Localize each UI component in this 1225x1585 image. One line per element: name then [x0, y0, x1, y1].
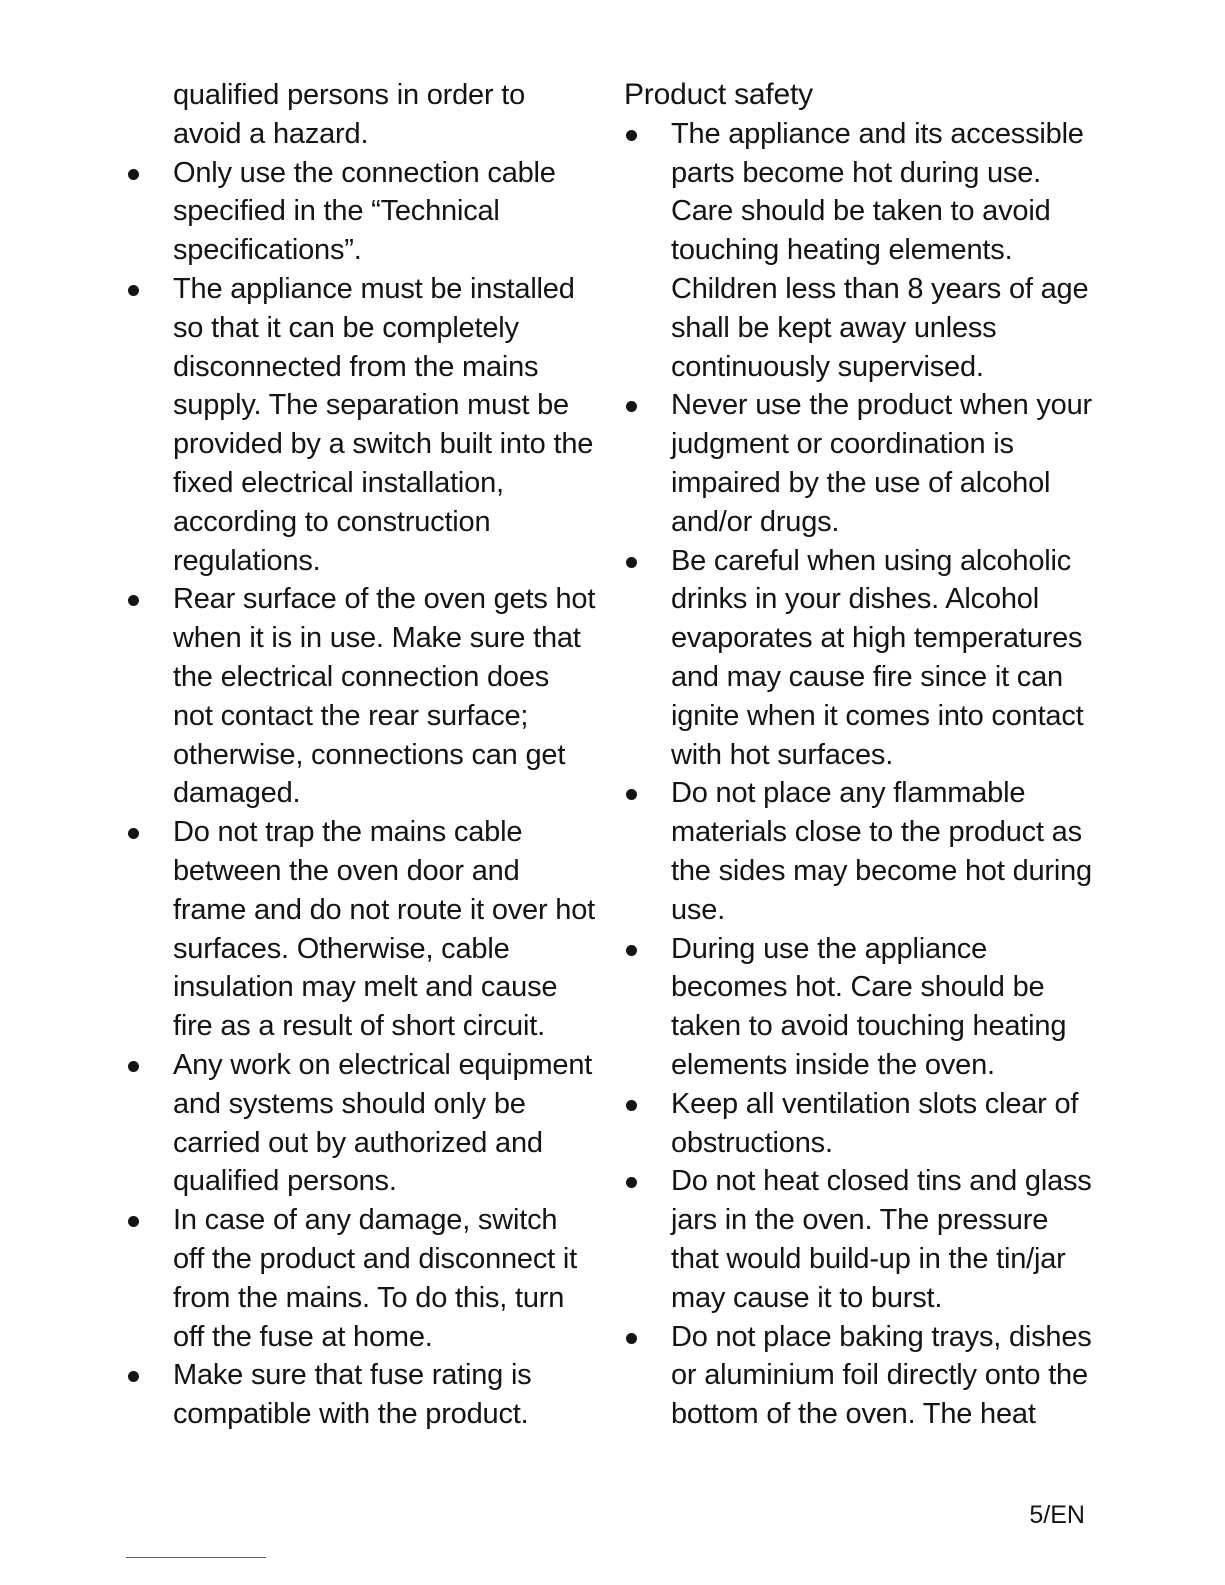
- list-item: [624, 774, 1094, 929]
- list-item: [126, 813, 596, 1046]
- list-item-text: Any work on electrical equipment and systems should only be carried out by authorized and qualified persons.: [173, 1048, 593, 1198]
- list-item: [126, 1356, 596, 1434]
- list-item: [126, 154, 596, 270]
- list-item: [624, 1085, 1094, 1163]
- list-item-text: Never use the product when your judgment or coordination is impaired by the use of alcohol and/or drugs.: [671, 389, 1092, 538]
- bullet-icon: [626, 1100, 637, 1111]
- bullet-icon: [128, 169, 139, 180]
- list-item: [624, 930, 1094, 1085]
- list-item: [624, 115, 1094, 387]
- continued-paragraph: qualified persons in order to avoid a hazard.: [173, 79, 526, 150]
- left-column: [126, 76, 596, 1434]
- list-item: [624, 386, 1094, 541]
- list-item: [624, 542, 1094, 775]
- bullet-icon: [626, 945, 637, 956]
- bullet-icon: [626, 401, 637, 412]
- list-item-text: During use the appliance becomes hot. Care should be taken to avoid touching heating elements inside the oven.: [671, 932, 1067, 1081]
- bullet-icon: [128, 285, 139, 296]
- list-item-text: Keep all ventilation slots clear of obstructions.: [671, 1087, 1079, 1159]
- bullet-icon: [128, 1371, 139, 1382]
- list-item-text: Do not heat closed tins and glass jars in the oven. The pressure that would build-up in the tin/jar may cause it to burst.: [671, 1165, 1092, 1314]
- list-item-text: Do not place baking trays, dishes or aluminium foil directly onto the bottom of the oven. The heat: [671, 1320, 1092, 1431]
- list-item: [126, 580, 596, 813]
- list-item: [126, 270, 596, 580]
- bullet-icon: [128, 828, 139, 839]
- bullet-icon: [626, 1333, 637, 1344]
- list-item-text: In case of any damage, switch off the product and disconnect it from the mains. To do this, turn off the fuse at home.: [173, 1204, 577, 1353]
- list-item-text: Do not place any flammable materials close to the product as the sides may become hot during use.: [671, 777, 1092, 926]
- list-item-text: The appliance and its accessible parts become hot during use. Care should be taken to avoid touching heating elements. Children less than 8 years of age shall be kept away unless continuously supervised.: [671, 117, 1089, 383]
- footer-divider: [126, 1557, 266, 1558]
- list-item-text: Only use the connection cable specified in the “Technical specifications”.: [173, 156, 556, 267]
- bullet-icon: [128, 1216, 139, 1227]
- list-item-text: Be careful when using alcoholic drinks in your dishes. Alcohol evaporates at high temperatures and may cause fire since it can ignite when it comes into contact with hot surfaces.: [671, 544, 1084, 771]
- list-item: [624, 1162, 1094, 1317]
- bullet-icon: [128, 1061, 139, 1072]
- bullet-icon: [626, 1177, 637, 1188]
- bullet-icon: [626, 789, 637, 800]
- bullet-icon: [128, 595, 139, 606]
- list-item-text: Make sure that fuse rating is compatible with the product.: [173, 1359, 532, 1431]
- bullet-icon: [626, 557, 637, 568]
- list-item-text: The appliance must be installed so that it can be completely disconnected from the mains supply. The separation must be provided by a switch built into the fixed electrical installation, according to construction regulations.: [173, 272, 594, 577]
- list-item: [624, 1318, 1094, 1434]
- bullet-icon: [626, 130, 637, 141]
- list-item: [126, 1046, 596, 1201]
- right-column: [624, 76, 1094, 1434]
- list-item: [126, 1201, 596, 1356]
- page-number: 5/EN: [1029, 1501, 1085, 1529]
- section-heading: Product safety: [624, 78, 813, 111]
- list-item-text: Rear surface of the oven gets hot when it is in use. Make sure that the electrical connection does not contact the rear surface; otherwise, connections can get damaged.: [173, 583, 596, 810]
- list-item-text: Do not trap the mains cable between the oven door and frame and do not route it over hot surfaces. Otherwise, cable insulation may melt and cause fire as a result of short circuit.: [173, 816, 596, 1043]
